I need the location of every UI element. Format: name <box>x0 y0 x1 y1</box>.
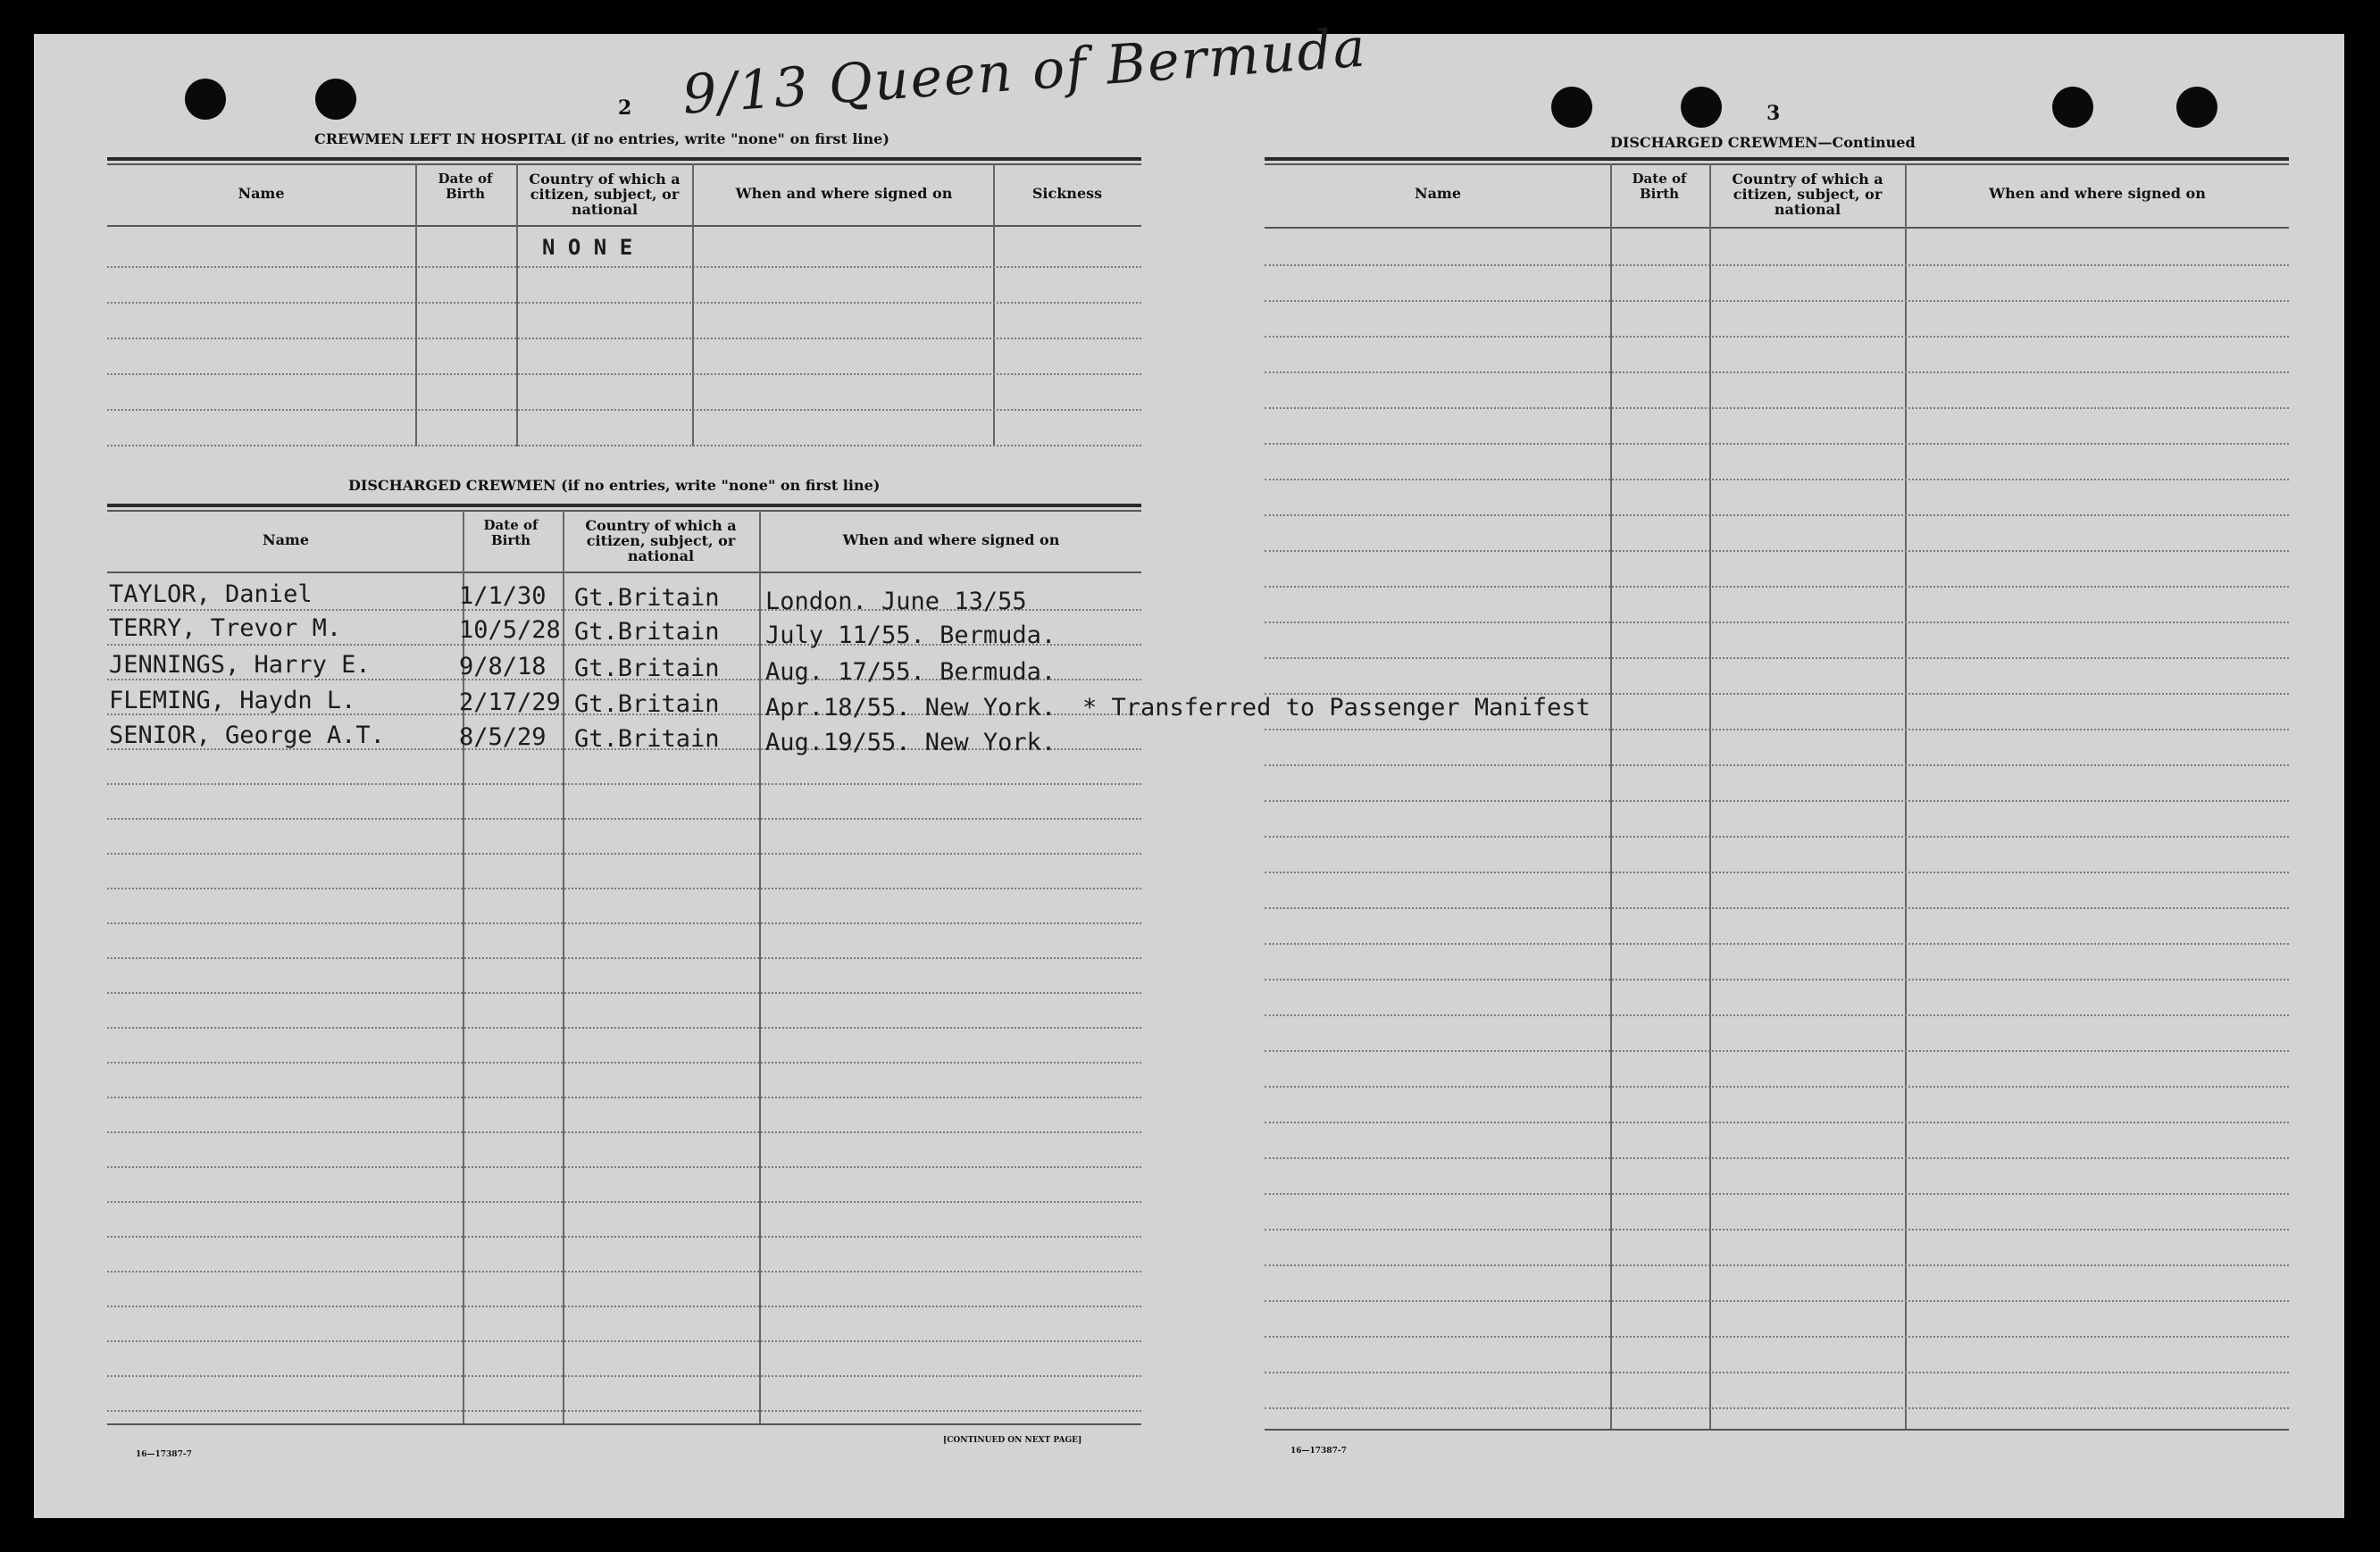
ruled-line <box>1265 836 2289 838</box>
hospital-section-title: CREWMEN LEFT IN HOSPITAL (if no entries, write "none" on first line) <box>314 130 889 147</box>
ruled-line <box>107 783 1141 785</box>
ruled-line <box>107 853 1141 855</box>
ruled-line <box>107 922 1141 924</box>
ruled-line <box>1265 300 2289 302</box>
handwritten-ship-note: 9/13 Queen of Bermuda <box>681 16 1369 127</box>
column-header: When and where signed on <box>842 531 1060 548</box>
ruled-line <box>1265 1122 2289 1123</box>
rule <box>107 163 1141 165</box>
ruled-line <box>107 1131 1141 1133</box>
crewman-signed-on: Aug.19/55. New York. <box>765 729 1056 756</box>
rule <box>107 572 1141 573</box>
crewman-signed-on: London. June 13/55 <box>765 588 1027 615</box>
ruled-line <box>107 1410 1141 1412</box>
rule <box>107 1423 1141 1425</box>
column-divider <box>563 510 564 1423</box>
ruled-line <box>1265 1372 2289 1373</box>
ruled-line <box>1265 800 2289 802</box>
page-number: 3 <box>1766 102 1781 125</box>
column-header: Country of which a citizen, subject, or national <box>529 171 681 218</box>
ruled-line <box>1265 1157 2289 1159</box>
form-number: 16—17387-7 <box>1290 1447 1347 1456</box>
page-number: 2 <box>618 96 632 120</box>
column-divider <box>1709 163 1711 1430</box>
crewman-dob: 8/5/29 <box>459 723 547 751</box>
ruled-line <box>107 1166 1141 1168</box>
crewman-dob: 9/8/18 <box>459 653 547 680</box>
ruled-line <box>107 409 1141 411</box>
ruled-line <box>1265 336 2289 338</box>
column-header: Name <box>262 531 310 548</box>
transfer-note: * Transferred to Passenger Manifest <box>1082 694 1591 722</box>
ruled-line <box>1265 1086 2289 1088</box>
ruled-line <box>107 266 1141 268</box>
ruled-line <box>107 1271 1141 1272</box>
column-header: Name <box>1414 185 1462 202</box>
ruled-line <box>1265 764 2289 766</box>
column-header: Name <box>238 185 285 202</box>
rule <box>107 510 1141 512</box>
ruled-line <box>1265 479 2289 480</box>
ruled-line <box>1265 872 2289 873</box>
ruled-line <box>1265 586 2289 588</box>
ruled-line <box>1265 943 2289 945</box>
punch-hole <box>2052 87 2093 128</box>
ruled-line <box>1265 1229 2289 1231</box>
rule <box>1265 1429 2289 1431</box>
rule <box>107 225 1141 227</box>
crewman-name: TAYLOR, Daniel <box>109 580 313 608</box>
ruled-line <box>107 1375 1141 1377</box>
crewman-country: Gt.Britain <box>574 725 720 753</box>
discharged-continued-title: DISCHARGED CREWMEN—Continued <box>1610 134 1916 151</box>
column-divider <box>516 163 518 446</box>
crewman-name: FLEMING, Haydn L. <box>109 687 356 714</box>
rule <box>1265 227 2289 229</box>
column-header: When and where signed on <box>735 185 953 202</box>
ruled-line <box>107 992 1141 994</box>
ruled-line <box>1265 657 2289 659</box>
column-divider <box>993 163 995 446</box>
hospital-none-entry: N O N E <box>542 235 633 260</box>
ruled-line <box>107 1027 1141 1029</box>
column-divider <box>1905 163 1907 1430</box>
ruled-line <box>107 1236 1141 1238</box>
ruled-line <box>1265 550 2289 552</box>
ruled-line <box>1265 693 2289 695</box>
crewman-dob: 10/5/28 <box>459 616 561 644</box>
ruled-line <box>107 1062 1141 1064</box>
crewman-country: Gt.Britain <box>574 655 720 682</box>
ruled-line <box>107 888 1141 889</box>
ruled-line <box>1265 1050 2289 1052</box>
ruled-line <box>1265 979 2289 980</box>
column-header: Date of Birth <box>1632 171 1687 202</box>
crewman-signed-on: Apr.18/55. New York. <box>765 694 1056 722</box>
ruled-line <box>1265 407 2289 409</box>
punch-hole <box>1551 87 1592 128</box>
ruled-line <box>1265 907 2289 909</box>
ruled-line <box>107 1340 1141 1342</box>
ruled-line <box>1265 1407 2289 1409</box>
ruled-line <box>1265 622 2289 623</box>
column-header: Sickness <box>1031 185 1103 202</box>
ruled-line <box>1265 514 2289 516</box>
rule <box>1265 157 2289 161</box>
crewman-dob: 2/17/29 <box>459 688 561 716</box>
ruled-line <box>1265 1300 2289 1302</box>
column-header: Country of which a citizen, subject, or national <box>585 517 737 564</box>
ruled-line <box>107 1097 1141 1098</box>
ruled-line <box>1265 443 2289 445</box>
crewman-signed-on: July 11/55. Bermuda. <box>765 622 1056 649</box>
punch-hole <box>1681 87 1722 128</box>
crewman-country: Gt.Britain <box>574 584 720 612</box>
column-header: Date of Birth <box>483 517 539 548</box>
continued-note: [CONTINUED ON NEXT PAGE] <box>943 1436 1082 1445</box>
rule <box>107 157 1141 161</box>
rule <box>107 504 1141 507</box>
ruled-line <box>1265 1336 2289 1338</box>
ruled-line <box>1265 264 2289 266</box>
crewman-name: JENNINGS, Harry E. <box>109 651 371 679</box>
punch-hole <box>315 79 356 120</box>
column-divider <box>463 510 464 1423</box>
column-divider <box>415 163 417 446</box>
crewman-country: Gt.Britain <box>574 690 720 718</box>
column-divider <box>1610 163 1612 1430</box>
ruled-line <box>107 1306 1141 1307</box>
ruled-line <box>1265 371 2289 373</box>
column-divider <box>759 510 761 1423</box>
form-number: 16—17387-7 <box>136 1450 192 1459</box>
crewman-country: Gt.Britain <box>574 618 720 646</box>
ruled-line <box>1265 1014 2289 1016</box>
ruled-line <box>107 445 1141 446</box>
crewman-name: SENIOR, George A.T. <box>109 722 385 749</box>
ruled-line <box>1265 729 2289 730</box>
discharged-section-title: DISCHARGED CREWMEN (if no entries, write "none" on first line) <box>348 477 881 494</box>
ruled-line <box>107 373 1141 375</box>
ruled-line <box>107 957 1141 959</box>
document-sheet <box>34 34 2344 1518</box>
punch-hole <box>185 79 226 120</box>
ruled-line <box>107 818 1141 820</box>
ruled-line <box>107 338 1141 339</box>
column-divider <box>692 163 694 446</box>
rule <box>1265 163 2289 165</box>
crewman-name: TERRY, Trevor M. <box>109 614 342 642</box>
crewman-dob: 1/1/30 <box>459 582 547 610</box>
column-header: Country of which a citizen, subject, or national <box>1732 171 1883 218</box>
punch-hole <box>2176 87 2217 128</box>
ruled-line <box>1265 1193 2289 1195</box>
column-header: When and where signed on <box>1989 185 2206 202</box>
ruled-line <box>107 302 1141 304</box>
ruled-line <box>1265 1264 2289 1266</box>
ruled-line <box>107 1201 1141 1203</box>
crewman-signed-on: Aug. 17/55. Bermuda. <box>765 658 1056 686</box>
column-header: Date of Birth <box>438 171 493 202</box>
